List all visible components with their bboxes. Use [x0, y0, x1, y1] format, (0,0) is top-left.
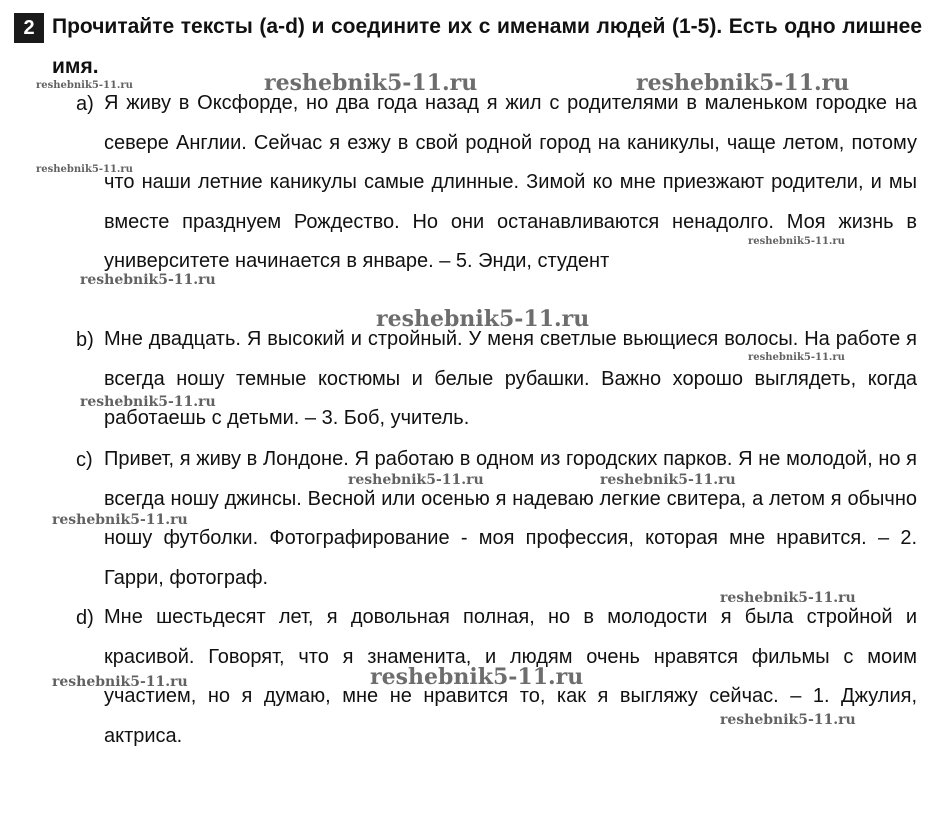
item-label: c) [76, 449, 93, 471]
watermark: reshebnik5-11.ru [376, 306, 590, 332]
watermark: reshebnik5-11.ru [748, 352, 845, 363]
item-text: Я живу в Оксфорде, но два года назад я жил с родителями в маленьком городке на севере Англии. Сейчас я езжу в свой родной город на каникулы, чаще летом, потому что наши летние каникулы самые длинные. Зимой ко мне приезжают родители, и мы вместе празднуем Рождество. Но они останавливаются ненадолго. Моя жизнь в университете начинается в январе. – 5. Энди, студент [104, 92, 917, 273]
watermark: reshebnik5-11.ru [264, 70, 478, 96]
watermark: reshebnik5-11.ru [52, 512, 188, 528]
watermark: reshebnik5-11.ru [80, 272, 216, 288]
task-instruction: Прочитайте тексты (a-d) и соедините их с именами людей (1-5). Есть одно лишнее имя. [52, 15, 922, 78]
watermark: reshebnik5-11.ru [36, 80, 133, 91]
watermark: reshebnik5-11.ru [636, 70, 850, 96]
watermark: reshebnik5-11.ru [36, 164, 133, 175]
item-label: d) [76, 607, 94, 629]
item-label: b) [76, 329, 94, 351]
item-label: a) [76, 93, 94, 115]
watermark: reshebnik5-11.ru [720, 712, 856, 728]
watermark: reshebnik5-11.ru [80, 394, 216, 410]
watermark: reshebnik5-11.ru [370, 664, 584, 690]
watermark: reshebnik5-11.ru [52, 674, 188, 690]
watermark: reshebnik5-11.ru [720, 590, 856, 606]
task-number-badge: 2 [14, 13, 44, 43]
watermark: reshebnik5-11.ru [348, 472, 484, 488]
item-text: Мне двадцать. Я высокий и стройный. У меня светлые вьющиеся волосы. На работе я всегда ношу темные костюмы и белые рубашки. Важно хорошо выглядеть, когда работаешь с детьми. – 3. Боб, учитель. [104, 328, 917, 430]
item-text: Мне шестьдесят лет, я довольная полная, но в молодости я была стройной и красивой. Говорят, что я знаменита, и людям очень нравятся фильмы с моим участием, но я думаю, мне не нравится то, как я выгляжу сейчас. – 1. Джулия, актриса. [104, 606, 917, 747]
watermark: reshebnik5-11.ru [748, 236, 845, 247]
watermark: reshebnik5-11.ru [600, 472, 736, 488]
item-text: Привет, я живу в Лондоне. Я работаю в одном из городских парков. Я не молодой, но я всегда ношу джинсы. Весной или осенью я надеваю легкие свитера, а летом я обычно ношу футболки. Фотографирование - моя профессия, которая мне нравится. – 2. Гарри, фотограф. [104, 448, 917, 589]
